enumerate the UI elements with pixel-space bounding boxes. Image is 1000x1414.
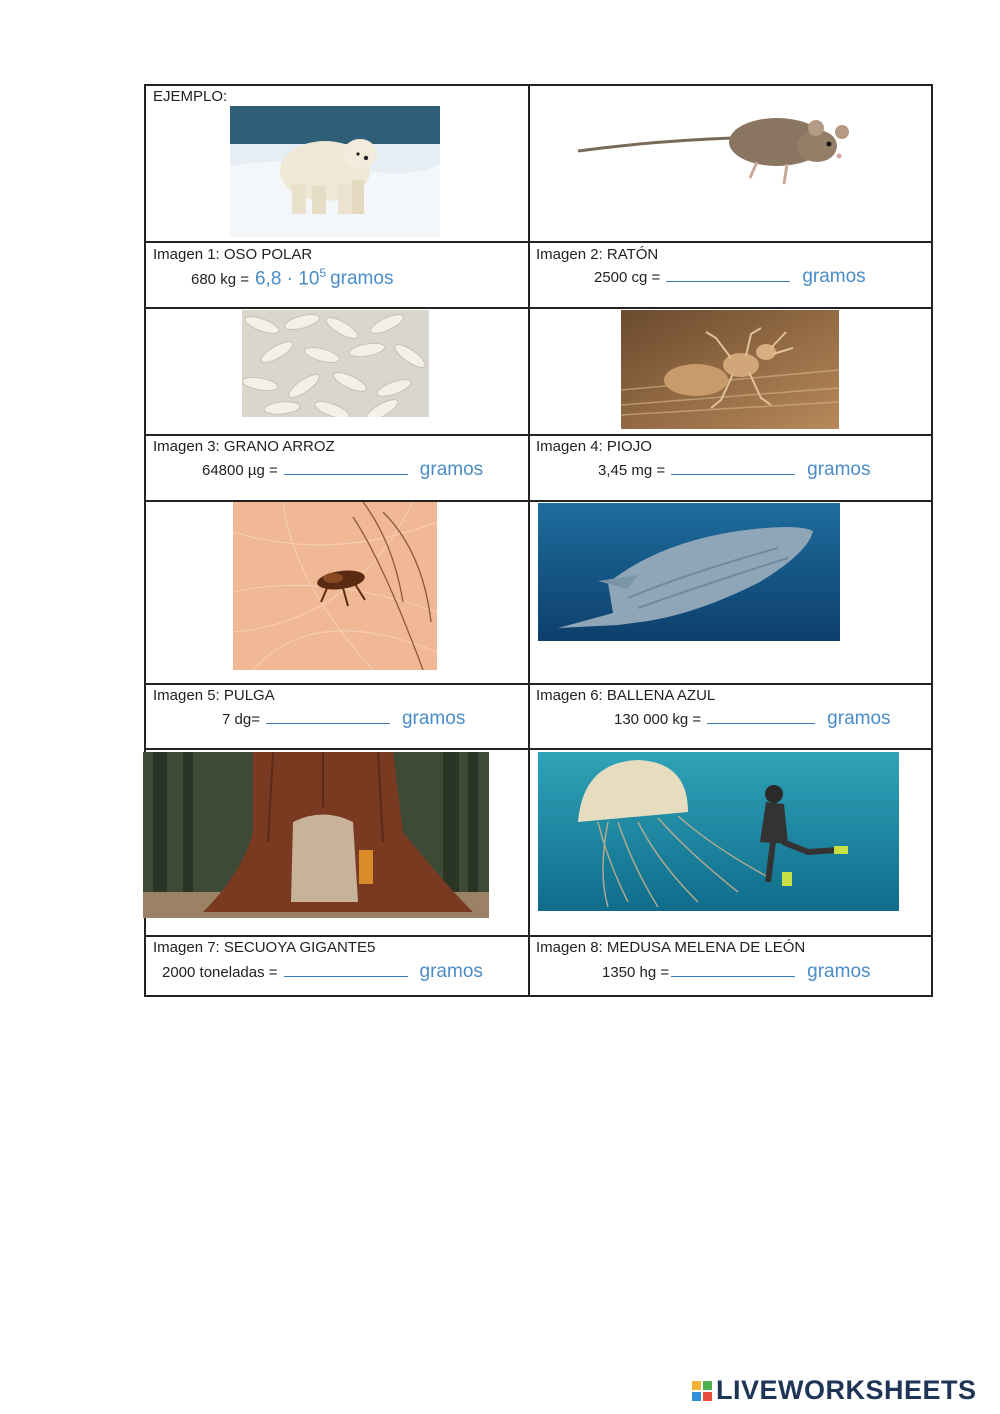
answer-exponent: 5 (319, 266, 327, 280)
answer-blank-7[interactable] (284, 962, 408, 977)
row-divider (146, 307, 931, 309)
card-equation-2 (594, 266, 866, 288)
card-equation-6 (614, 708, 891, 730)
card-equation-8 (602, 961, 871, 983)
unit-label: gramos (401, 708, 466, 729)
unit-label: gramos (330, 268, 394, 290)
card-equation-3 (202, 459, 483, 481)
unit-label: gramos (802, 266, 866, 287)
card-quantity-8: 1350 hg = (602, 964, 670, 981)
jellyfish-image (538, 752, 899, 911)
card-equation-7 (162, 961, 483, 983)
answer-blank-4[interactable] (671, 460, 795, 475)
column-divider (528, 86, 530, 995)
row-divider (146, 935, 931, 937)
card-quantity-7: 2000 toneladas = (162, 964, 278, 981)
card-quantity-4: 3,45 mg = (598, 462, 666, 479)
card-equation-5 (222, 708, 465, 730)
unit-label: gramos (807, 961, 871, 982)
card-quantity-5: 7 dg= (222, 711, 260, 728)
row-divider (146, 434, 931, 436)
card-title-7: Imagen 7: SECUOYA GIGANTE5 (153, 939, 376, 956)
rice-grains-image (242, 310, 429, 417)
answer-blank-6[interactable] (707, 709, 815, 724)
card-quantity-2: 2500 cg = (594, 269, 661, 286)
card-title-8: Imagen 8: MEDUSA MELENA DE LEÓN (536, 939, 806, 956)
unit-label: gramos (419, 961, 483, 982)
answer-blank-5[interactable] (266, 709, 390, 724)
answer-blank-3[interactable] (284, 460, 408, 475)
example-answer: $6,8 \cdot 10^5$ (254, 266, 327, 290)
card-title-3: Imagen 3: GRANO ARROZ (153, 438, 335, 455)
unit-label: gramos (419, 459, 484, 480)
mouse-image (572, 106, 862, 190)
card-title-4: Imagen 4: PIOJO (536, 438, 652, 455)
louse-image (621, 310, 839, 429)
unit-label: gramos (827, 708, 891, 729)
card-title-1: Imagen 1: OSO POLAR (153, 246, 313, 263)
liveworksheets-logo (692, 1375, 977, 1406)
giant-sequoia-image (143, 752, 489, 918)
logo-blocks-icon (692, 1381, 712, 1401)
row-divider (146, 241, 931, 243)
row-divider (146, 683, 931, 685)
unit-label: gramos (807, 459, 871, 480)
answer-blank-2[interactable] (666, 267, 790, 282)
flea-image (233, 502, 437, 670)
example-label: EJEMPLO: (153, 88, 228, 105)
card-quantity-3: 64800 µg = (202, 462, 278, 479)
answer-blank-8[interactable] (671, 962, 795, 977)
card-title-6: Imagen 6: BALLENA AZUL (536, 687, 716, 704)
row-divider (146, 748, 931, 750)
card-title-2: Imagen 2: RATÓN (536, 246, 659, 263)
card-equation-1 (191, 266, 393, 290)
card-equation-4 (598, 459, 871, 481)
card-title-5: Imagen 5: PULGA (153, 687, 275, 704)
blue-whale-image (538, 503, 840, 641)
card-quantity-1: 680 kg = (191, 271, 249, 289)
card-quantity-6: 130 000 kg = (614, 711, 702, 728)
brand-name: LIVEWORKSHEETS (716, 1375, 977, 1405)
polar-bear-image (230, 106, 440, 237)
